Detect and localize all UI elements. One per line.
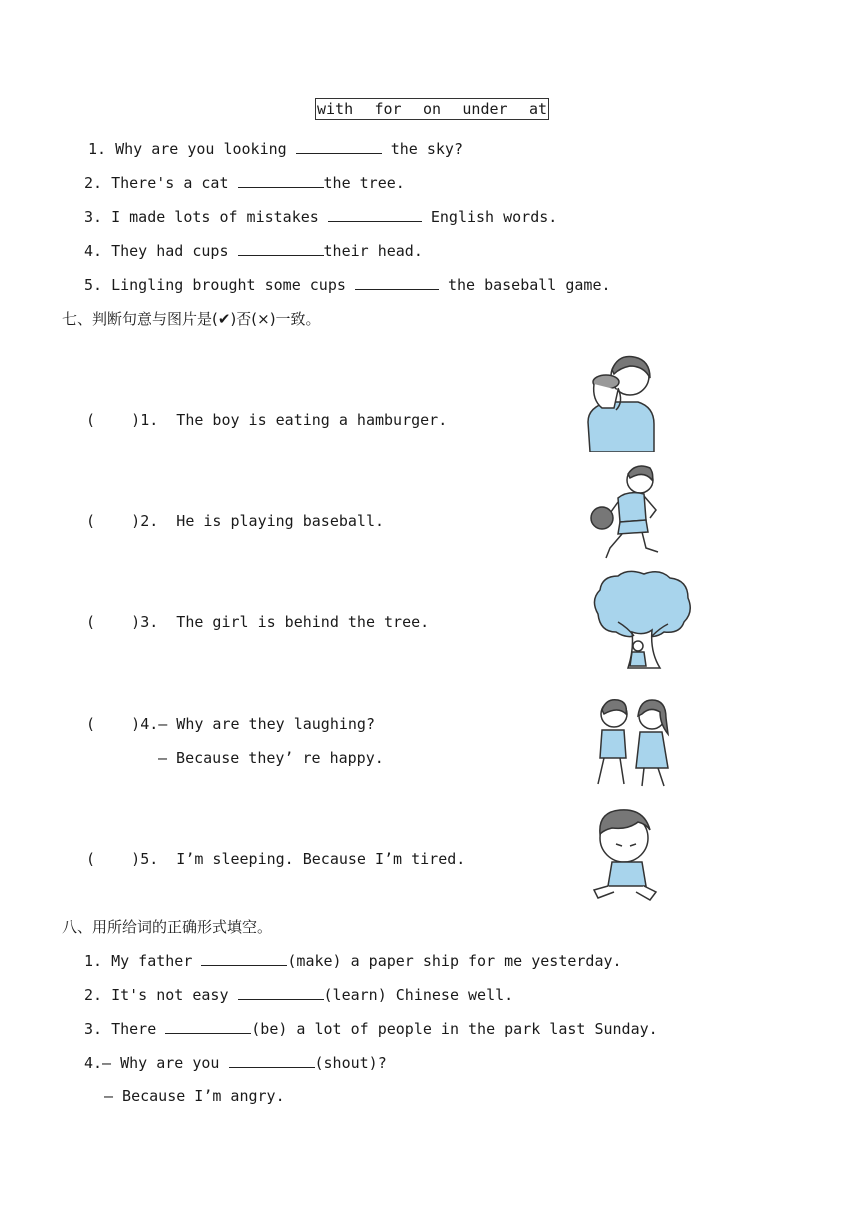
reply-line: — Because I’m angry. — [104, 1087, 285, 1105]
answer-parens[interactable]: ( ) — [86, 613, 141, 631]
answer-blank[interactable] — [238, 985, 324, 1000]
judge-item: ( )3. The girl is behind the tree. — [86, 613, 430, 631]
fill-item: 2. There's a cat the tree. — [84, 174, 405, 192]
answer-parens[interactable]: ( ) — [86, 715, 141, 733]
fill-item: 3. I made lots of mistakes English words. — [84, 208, 558, 226]
judge-item-reply: — Because they’ re happy. — [158, 749, 384, 767]
word-box-word: under — [462, 100, 508, 118]
sitting-boy-icon — [588, 806, 664, 902]
tree-girl-icon — [588, 570, 694, 674]
boy-eating-icon — [578, 352, 662, 452]
answer-blank[interactable] — [238, 241, 324, 256]
word-box-word: with — [317, 100, 354, 118]
judge-item: ( )4.— Why are they laughing? — [86, 715, 375, 733]
judge-item: ( )5. I’m sleeping. Because I’m tired. — [86, 850, 466, 868]
answer-parens[interactable]: ( ) — [86, 411, 141, 429]
answer-blank[interactable] — [328, 207, 422, 222]
fill-item: 5. Lingling brought some cups the baseball game. — [84, 276, 611, 294]
section-heading: 八、用所给词的正确形式填空。 — [62, 918, 273, 936]
fill-item: 3. There (be) a lot of people in the park last Sunday. — [84, 1020, 658, 1038]
boy-basketball-icon — [588, 462, 666, 562]
fill-item: 4. They had cups their head. — [84, 242, 423, 260]
two-kids-icon — [588, 694, 678, 794]
word-box-word: for — [374, 100, 402, 118]
word-box-word: at — [528, 100, 547, 118]
judge-item: ( )1. The boy is eating a hamburger. — [86, 411, 448, 429]
fill-item: 2. It's not easy (learn) Chinese well. — [84, 986, 514, 1004]
fill-item: 1. Why are you looking the sky? — [88, 140, 463, 158]
answer-blank[interactable] — [355, 275, 439, 290]
judge-item: ( )2. He is playing baseball. — [86, 512, 385, 530]
answer-blank[interactable] — [238, 173, 324, 188]
answer-parens[interactable]: ( ) — [86, 512, 141, 530]
fill-item: 1. My father (make) a paper ship for me yesterday. — [84, 952, 622, 970]
fill-item: 4.— Why are you (shout)? — [84, 1054, 387, 1072]
section-heading: 七、判断句意与图片是(✔)否(×)一致。 — [62, 310, 321, 328]
answer-blank[interactable] — [201, 951, 287, 966]
answer-blank[interactable] — [229, 1053, 315, 1068]
answer-parens[interactable]: ( ) — [86, 850, 141, 868]
word-box-word: on — [422, 100, 442, 118]
answer-blank[interactable] — [296, 139, 382, 154]
word-box — [315, 98, 549, 120]
answer-blank[interactable] — [165, 1019, 251, 1034]
